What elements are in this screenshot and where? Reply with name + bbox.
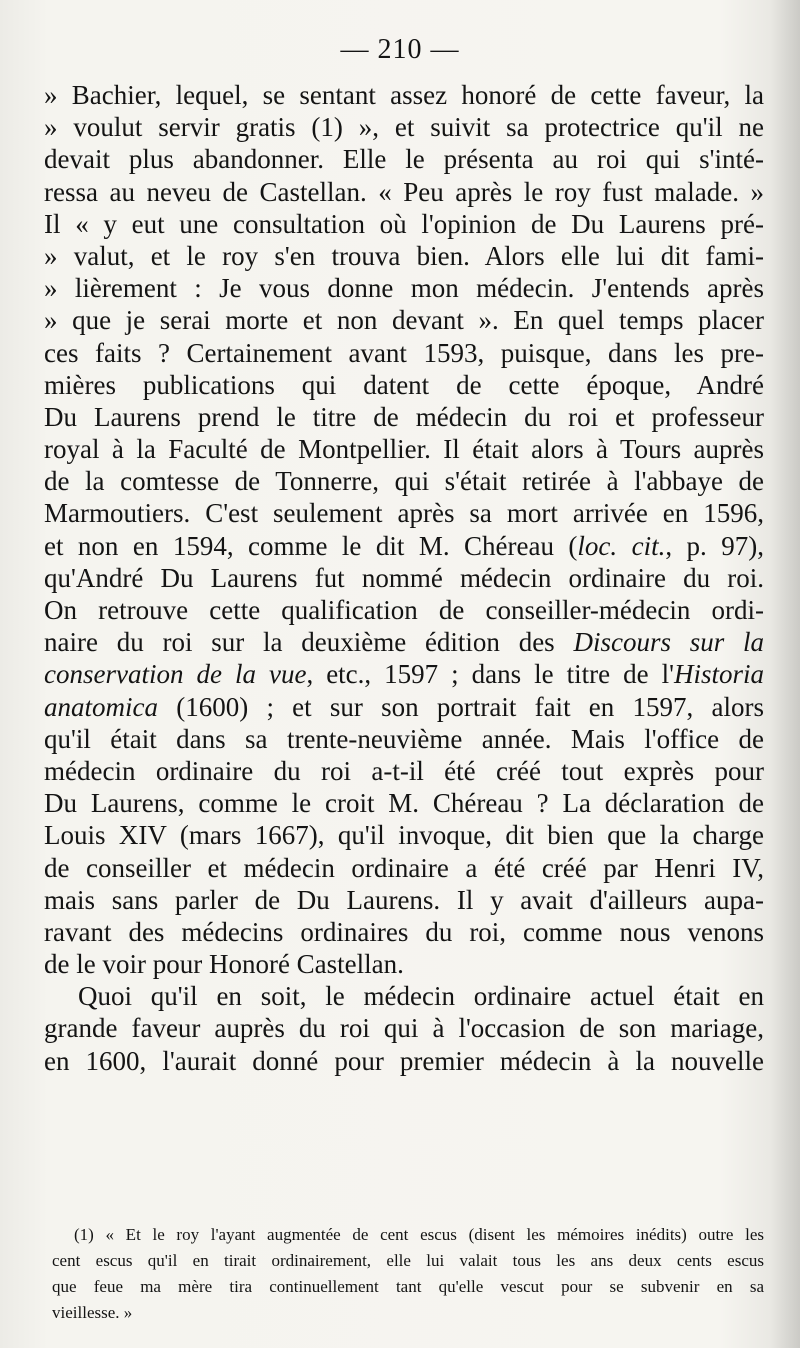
text-line: Du Laurens prend le titre de médecin du roi et professeur bbox=[44, 401, 764, 432]
text-line: » que je serai morte et non devant ». En quel temps placer bbox=[44, 305, 764, 336]
text-line: mières publications qui datent de cette époque, André bbox=[44, 369, 764, 400]
italic-title: anatomica bbox=[44, 691, 158, 722]
footnote bbox=[52, 1222, 764, 1326]
page-number: — 210 — bbox=[340, 34, 460, 65]
text-line: » voulut servir gratis (1) », et suivit sa protectrice qu'il ne bbox=[44, 112, 764, 143]
text-line: qu'André Du Laurens fut nommé médecin ordinaire du roi. bbox=[44, 562, 764, 593]
main-text bbox=[44, 79, 764, 1077]
text-segment: naire du roi sur la deuxième édition des bbox=[44, 627, 574, 658]
text-line: Il « y eut une consultation où l'opinion de Du Laurens pré- bbox=[44, 208, 764, 239]
text-segment: , etc., 1597 ; dans le titre de l' bbox=[306, 659, 674, 690]
text-segment: (1600) ; et sur son portrait fait en 1597, alors bbox=[158, 691, 764, 722]
footnote-line: cent escus qu'il en tirait ordinairement, elle lui valait tous les ans deux cents escus bbox=[52, 1251, 764, 1270]
text-line bbox=[44, 626, 764, 658]
text-line: royal à la Faculté de Montpellier. Il était alors à Tours auprès bbox=[44, 434, 764, 465]
text-line: On retrouve cette qualification de conseiller-médecin ordi- bbox=[44, 595, 764, 625]
text-line: de le voir pour Honoré Castellan. bbox=[44, 949, 404, 980]
text-line: mais sans parler de Du Laurens. Il y avait d'ailleurs aupa- bbox=[44, 884, 764, 915]
text-line: ces faits ? Certainement avant 1593, puisque, dans les pre- bbox=[44, 337, 764, 368]
text-line: de la comtesse de Tonnerre, qui s'était retirée à l'abbaye de bbox=[44, 466, 764, 497]
footnote-line: que feue ma mère tira continuellement tant qu'elle vescut pour se subvenir en sa bbox=[52, 1277, 764, 1296]
text-line: ravant des médecins ordinaires du roi, comme nous venons bbox=[44, 916, 764, 947]
text-line: ressa au neveu de Castellan. « Peu après le roy fust malade. » bbox=[44, 176, 764, 207]
italic-title: Historia bbox=[673, 659, 764, 690]
footnote-line: vieillesse. » bbox=[52, 1303, 133, 1322]
text-line: Quoi qu'il en soit, le médecin ordinaire actuel était en bbox=[78, 981, 764, 1012]
text-segment: et non en 1594, comme le dit M. Chéreau ( bbox=[44, 530, 578, 561]
text-line: Du Laurens, comme le croit M. Chéreau ? La déclaration de bbox=[44, 788, 764, 819]
text-line bbox=[44, 658, 764, 690]
text-segment: , p. 97), bbox=[665, 530, 764, 561]
text-line: Louis XIV (mars 1667), qu'il invoque, dit bien que la charge bbox=[44, 820, 764, 851]
text-line: » lièrement : Je vous donne mon médecin. J'entends après bbox=[44, 273, 764, 304]
text-line: Marmoutiers. C'est seulement après sa mort arrivée en 1596, bbox=[44, 498, 764, 529]
text-line: de conseiller et médecin ordinaire a été créé par Henri IV, bbox=[44, 852, 764, 883]
text-line bbox=[44, 691, 764, 723]
text-line: qu'il était dans sa trente-neuvième année. Mais l'office de bbox=[44, 723, 764, 754]
page-edge-shadow bbox=[770, 0, 800, 1348]
italic-title: Discours sur la bbox=[573, 627, 764, 658]
italic-title: conservation de la vue bbox=[44, 659, 307, 690]
footnote-line: (1) « Et le roy l'ayant augmentée de cent escus (disent les mémoires inédits) outre les bbox=[74, 1225, 764, 1244]
text-line: devait plus abandonner. Elle le présenta au roi qui s'inté- bbox=[44, 144, 764, 175]
text-line: médecin ordinaire du roi a-t-il été créé tout exprès pour bbox=[44, 755, 764, 786]
text-line: en 1600, l'aurait donné pour premier médecin à la nouvelle bbox=[44, 1045, 764, 1076]
italic-citation: loc. cit. bbox=[577, 530, 666, 561]
text-line: » Bachier, lequel, se sentant assez honoré de cette faveur, la bbox=[44, 80, 764, 110]
text-line: grande faveur auprès du roi qui à l'occasion de son mariage, bbox=[44, 1013, 764, 1044]
text-line bbox=[44, 530, 764, 562]
text-line: » valut, et le roy s'en trouva bien. Alors elle lui dit fami- bbox=[44, 240, 764, 271]
